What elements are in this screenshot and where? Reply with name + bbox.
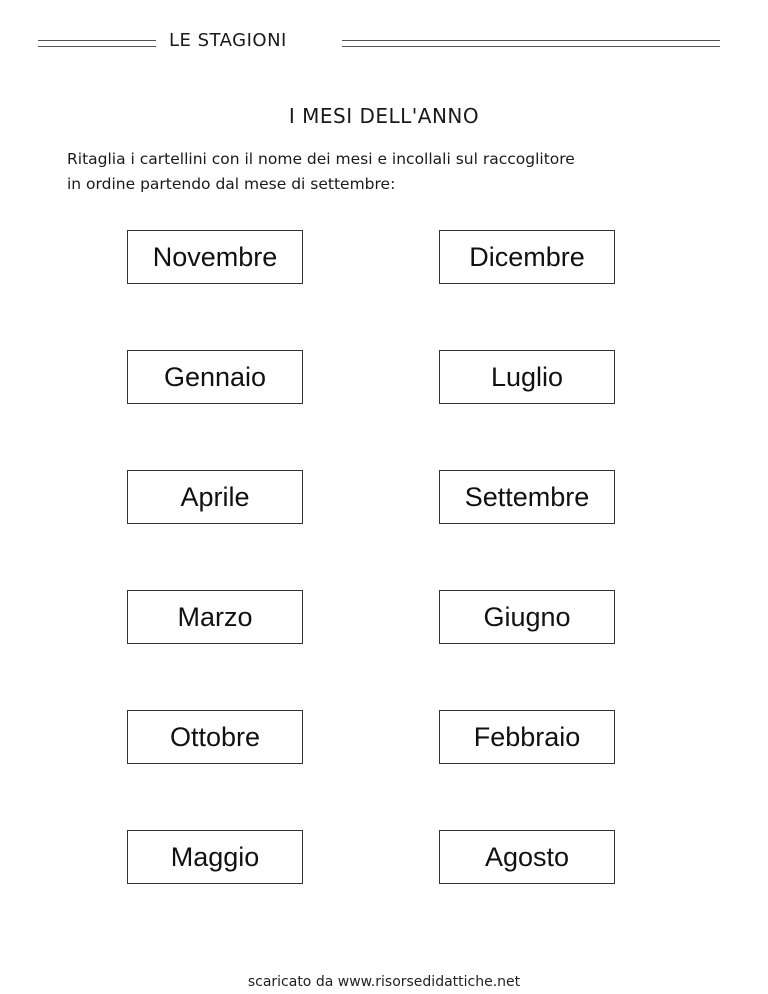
instructions-line-1: Ritaglia i cartellini con il nome dei mesi e incollali sul raccoglitore bbox=[67, 150, 575, 168]
month-card-marzo: Marzo bbox=[127, 590, 303, 644]
instructions-line-2: in ordine partendo dal mese di settembre: bbox=[67, 175, 396, 193]
month-card-maggio: Maggio bbox=[127, 830, 303, 884]
month-card-febbraio: Febbraio bbox=[439, 710, 615, 764]
footer-credit: scaricato da www.risorsedidattiche.net bbox=[247, 974, 521, 990]
instructions bbox=[67, 147, 727, 197]
page-title: I MESI DELL'ANNO bbox=[288, 104, 480, 128]
header-rule-right bbox=[342, 40, 720, 47]
header-title: LE STAGIONI bbox=[169, 30, 287, 51]
page-header bbox=[38, 30, 720, 58]
month-card-ottobre: Ottobre bbox=[127, 710, 303, 764]
month-card-dicembre: Dicembre bbox=[439, 230, 615, 284]
month-card-settembre: Settembre bbox=[439, 470, 615, 524]
month-card-gennaio: Gennaio bbox=[127, 350, 303, 404]
month-card-aprile: Aprile bbox=[127, 470, 303, 524]
month-card-novembre: Novembre bbox=[127, 230, 303, 284]
month-card-giugno: Giugno bbox=[439, 590, 615, 644]
month-card-agosto: Agosto bbox=[439, 830, 615, 884]
header-rule-left bbox=[38, 40, 156, 47]
month-card-luglio: Luglio bbox=[439, 350, 615, 404]
